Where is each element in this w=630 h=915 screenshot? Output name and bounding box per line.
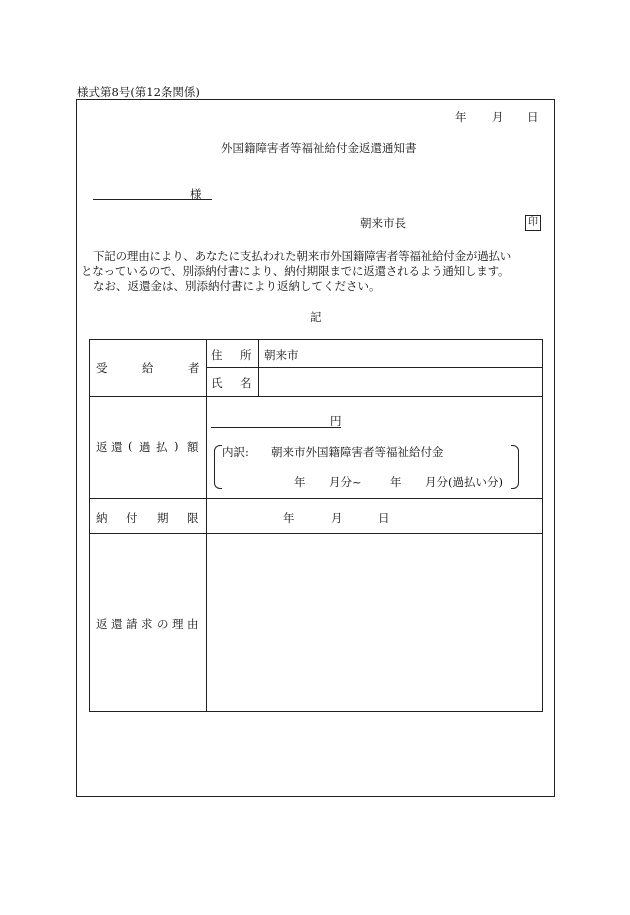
breakdown-bracket-right <box>511 445 519 489</box>
body-line-2: となっているので、別添納付書により、納付期限までに返還されるよう通知します。 <box>81 264 510 278</box>
body-line-1: 下記の理由により、あなたに支払われた朝来市外国籍障害者等福祉給付金が過払い <box>93 249 512 263</box>
breakdown-prefix: 内訳: <box>222 445 249 459</box>
sender-name: 朝来市長 <box>360 216 406 230</box>
address-value: 朝来市 <box>264 348 299 362</box>
amount-underline <box>211 427 341 428</box>
document-title: 外国籍障害者等福祉給付金返還通知書 <box>221 141 417 155</box>
seal-stamp: 印 <box>525 215 541 231</box>
date-year: 年 <box>455 110 467 124</box>
yen-unit: 円 <box>330 414 342 428</box>
date-day: 日 <box>527 110 539 124</box>
refund-reason-field[interactable] <box>207 534 542 711</box>
form-number-label: 様式第8号(第12条関係) <box>77 85 200 99</box>
breakdown-bracket-left <box>214 445 222 489</box>
body-line-3: なお、返還金は、別添納付書により返納してください。 <box>93 279 381 293</box>
ki-heading: 記 <box>310 310 322 324</box>
addressee-suffix: 様 <box>190 187 202 201</box>
date-month: 月 <box>492 110 504 124</box>
breakdown-item: 朝来市外国籍障害者等福祉給付金 <box>271 445 444 459</box>
